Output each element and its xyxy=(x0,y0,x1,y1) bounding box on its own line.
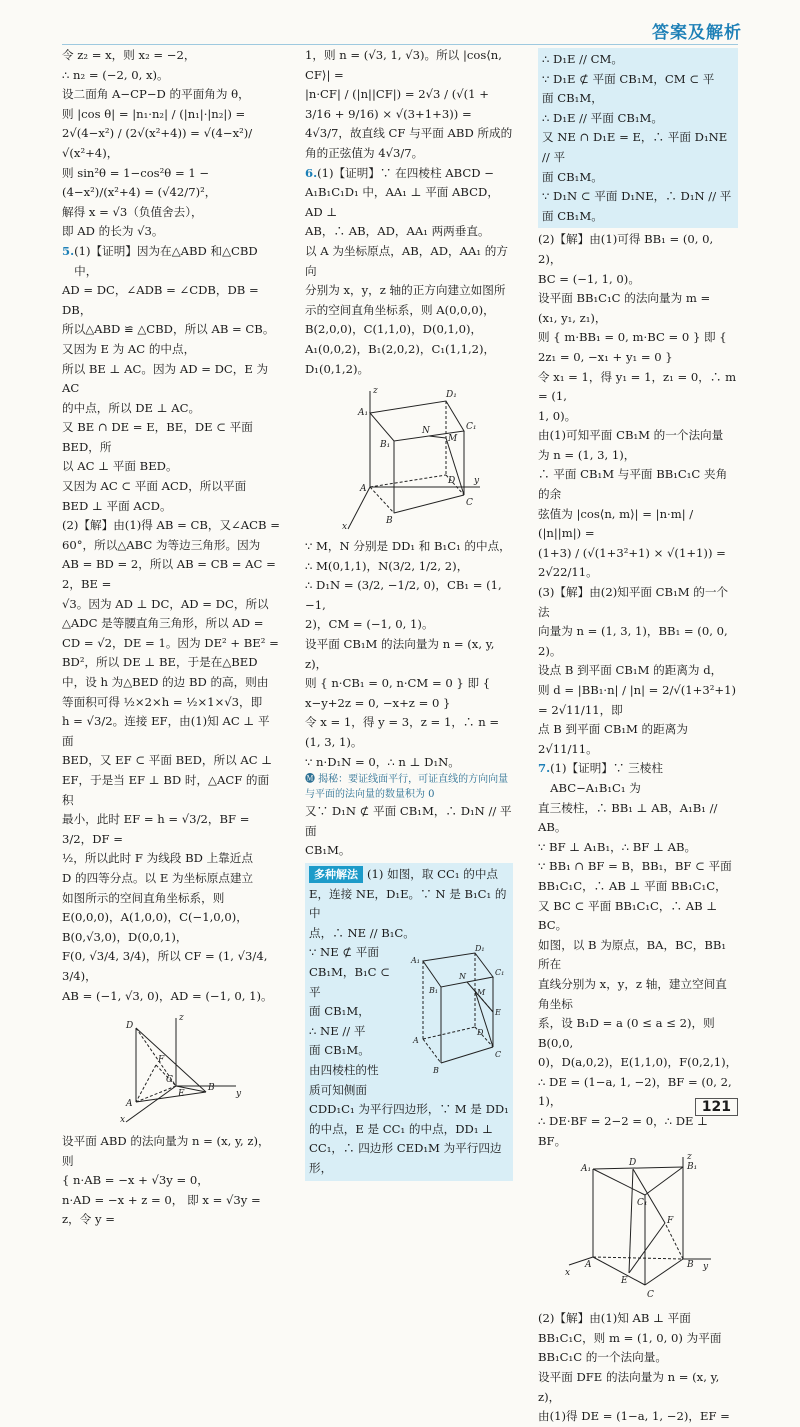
text-line: EF，于是当 EF ⊥ BD 时，△ACF 的面积 xyxy=(62,772,270,807)
figure-label: F xyxy=(158,1055,165,1066)
text-line: 点 B 到平面 CB₁M 的距离为 2√11/11。 xyxy=(538,722,688,756)
figure-label: A₁ xyxy=(411,956,420,966)
figure-label: C xyxy=(466,498,473,509)
text-line: ∴ NE // 平 xyxy=(309,1023,366,1038)
text-line: E，连接 NE，D₁E。∵ N 是 B₁C₁ 的中 xyxy=(309,886,507,921)
text-line: BB₁C₁C 的一个法向量。 xyxy=(538,1350,667,1365)
text-line: 面 CB₁M， xyxy=(309,1004,370,1019)
figure-label: A₁ xyxy=(581,1164,592,1175)
text-line: h = √3/2。连接 EF，由(1)知 AC ⊥ 平面 xyxy=(62,714,270,748)
text-line: BB₁C₁C，则 m = (1, 0, 0) 为平面 xyxy=(538,1330,722,1345)
text-line: n·AD = −x + z = 0， 即 x = √3y = z，令 y = xyxy=(62,1192,261,1227)
text-line: B(0,√3,0)，D(0,0,1)， xyxy=(62,929,188,944)
text-line: 则 |cos θ| = |n₁·n₂| / (|n₁|·|n₂|) = xyxy=(62,106,246,121)
column-1 xyxy=(62,46,280,1227)
text-line: ∴ n₂ = (−2, 0, x)。 xyxy=(62,67,169,82)
figure-label: M xyxy=(477,988,486,998)
text-line: 所以△ABD ≌ △CBD，所以 AB = CB。 xyxy=(62,322,275,337)
figure-label: z xyxy=(179,1013,184,1024)
text-line: AB = (−1, √3, 0)，AD = (−1, 0, 1)。 xyxy=(62,988,273,1003)
figure-label: A₁ xyxy=(358,408,369,419)
page-header-title: 答案及解析 xyxy=(652,23,742,43)
text-line: 分别为 x，y，z 轴的正方向建立如图所 xyxy=(305,283,506,298)
figure-prism-coordinates xyxy=(334,383,484,533)
figure-label: C₁ xyxy=(495,968,505,978)
text-line: ∵ M，N 分别是 DD₁ 和 B₁C₁ 的中点， xyxy=(305,539,511,554)
text-line: (x₁, y₁, z₁)， xyxy=(538,310,607,325)
figure-label: M xyxy=(448,434,458,445)
text-line: 由(1)可知平面 CB₁M 的一个法向量 xyxy=(538,428,724,443)
question-number: 7. xyxy=(538,761,551,776)
text-line: 又 NE ∩ D₁E = E，∴ 平面 D₁NE // 平 xyxy=(542,130,728,164)
text-line: 的中点，E 是 CC₁ 的中点，DD₁ ⊥ xyxy=(309,1121,494,1136)
figure-label: E xyxy=(495,1008,501,1018)
text-line: △ADC 是等腰直角三角形，所以 AD = xyxy=(62,616,264,631)
text-line: CB₁M，B₁C ⊂ 平 xyxy=(309,964,390,999)
text-line: ∴ DE = (1−a, 1, −2)，BF = (0, 2, 1)， xyxy=(538,1074,732,1109)
text-line: CC₁，∴ 四边形 CED₁M 为平行四边形， xyxy=(309,1141,502,1175)
text-line: 则 d = |BB₁·n| / |n| = 2/√(1+3²+1) = 2√11/11，即 xyxy=(538,683,736,717)
text-line: 又因为 E 为 AC 的中点， xyxy=(62,341,196,356)
text-line: ½，所以此时 F 为线段 BD 上靠近点 xyxy=(62,851,253,866)
text-line: 角的正弦值为 4√3/7。 xyxy=(305,145,424,160)
figure-label: B₁ xyxy=(380,440,391,451)
question-5 xyxy=(62,242,280,281)
text-line: 如图，以 B 为原点，BA，BC，BB₁ 所在 xyxy=(538,937,727,972)
header-divider xyxy=(62,44,738,45)
figure-label: D₁ xyxy=(475,944,485,954)
text-line: 示的空间直角坐标系，则 A(0,0,0)， xyxy=(305,302,495,317)
question-number: 6. xyxy=(305,165,318,180)
text-line: ∵ BB₁ ∩ BF = B，BB₁，BF ⊂ 平面 xyxy=(538,859,732,874)
text-line: (1)【证明】∵ 在四棱柱 ABCD − xyxy=(317,165,494,180)
text-line: (1) 如图，取 CC₁ 的中点 xyxy=(367,867,499,881)
text-line: 设平面 DFE 的法向量为 n = (x, y, z)， xyxy=(538,1370,720,1404)
text-line: BD²，所以 DE ⊥ BE，于是在△BED xyxy=(62,655,258,670)
figure-triangular-prism xyxy=(563,1152,713,1305)
text-line: ∵ D₁N ⊂ 平面 D₁NE，∴ D₁N // 平面 CB₁M。 xyxy=(542,189,732,223)
figure-label: C₁ xyxy=(637,1198,648,1209)
tip-note: 🅜 揭秘：要证线面平行，可证直线的方向向量与平面的法向量的数量积为 0 xyxy=(305,774,509,801)
figure-label: A xyxy=(360,484,367,495)
text-line: √3。因为 AD ⊥ DC，AD = DC，所以 xyxy=(62,596,269,611)
text-line: 由(1)得 DE = (1−a, 1, −2)，EF = xyxy=(538,1409,730,1424)
text-line: 以 AC ⊥ 平面 BED。 xyxy=(62,459,178,474)
figure-label: y xyxy=(236,1089,242,1100)
text-line: 则 { m·BB₁ = 0, m·BC = 0 } 即 { 2z₁ = 0, −x₁ + y₁ = 0 } xyxy=(538,330,727,364)
figure-label: N xyxy=(422,426,430,437)
text-line: 2)，CM = (−1, 0, 1)。 xyxy=(305,617,434,632)
text-line: (1)【证明】∵ 三棱柱 ABC−A₁B₁C₁ 为 xyxy=(550,761,663,795)
figure-tetrahedron xyxy=(96,1010,246,1128)
text-line: BB₁C₁C，∴ AB ⊥ 平面 BB₁C₁C， xyxy=(538,878,727,893)
multi-solution-heading xyxy=(309,865,509,885)
multi-solution-box xyxy=(305,863,513,1181)
figure-label: x xyxy=(342,522,348,533)
text-line: (2)【解】由(1)可得 BB₁ = (0, 0, 2)， xyxy=(538,232,714,266)
text-line: 面 CB₁M。 xyxy=(542,169,603,184)
column-2 xyxy=(305,46,513,1175)
figure-label: E xyxy=(178,1089,185,1100)
text-line: 系，设 B₁D = a (0 ≤ a ≤ 2)，则 B(0,0, xyxy=(538,1016,715,1050)
text-line: (1+3) / (√(1+3²+1) × √(1+1)) = 2√22/11。 xyxy=(538,545,726,580)
page-number: 121 xyxy=(695,1098,738,1116)
text-line: 由四棱柱的性 xyxy=(309,1062,379,1077)
question-6 xyxy=(305,164,513,184)
text-line: (2)【解】由(1)知 AB ⊥ 平面 xyxy=(538,1311,691,1326)
figure-label: B xyxy=(208,1083,215,1094)
text-line: B(2,0,0)，C(1,1,0)，D(0,1,0)， xyxy=(305,322,483,337)
text-line: 质可知侧面 xyxy=(309,1082,367,1097)
text-line: 0)，D(a,0,2)，E(1,1,0)，F(0,2,1)， xyxy=(538,1055,738,1070)
figure-label: E xyxy=(621,1276,628,1287)
question-7 xyxy=(538,759,738,798)
text-line: ∴ D₁E // CM。 xyxy=(542,52,623,66)
figure-label: F xyxy=(667,1216,674,1227)
text-line: BC = (−1, 1, 0)。 xyxy=(538,271,640,286)
text-line: 点，∴ NE // B₁C。 xyxy=(309,925,415,940)
text-line: (3)【解】由(2)知平面 CB₁M 的一个法 xyxy=(538,585,729,619)
text-line: ∵ n·D₁N = 0，∴ n ⊥ D₁N。 xyxy=(305,754,460,769)
text-line: 4√3/7，故直线 CF 与平面 ABD 所成的 xyxy=(305,126,513,141)
text-line: 又 BC ⊂ 平面 BB₁C₁C，∴ AB ⊥ BC。 xyxy=(538,898,718,933)
text-line: { n·AB = −x + √3y = 0， xyxy=(62,1173,209,1188)
text-line: AB，∴ AB，AD，AA₁ 两两垂直。 xyxy=(305,224,490,239)
text-line: A₁(0,0,2)，B₁(2,0,2)，C₁(1,1,2)， xyxy=(305,341,496,356)
text-line: 以 A 为坐标原点，AB，AD，AA₁ 的方向 xyxy=(305,243,508,278)
figure-label: B₁ xyxy=(687,1162,698,1173)
figure-label: B xyxy=(433,1066,439,1076)
text-line: 又 BE ∩ DE = E，BE，DE ⊂ 平面 BED，所 xyxy=(62,420,253,454)
text-line: 解得 x = √3（负值舍去）， xyxy=(62,204,203,219)
multi-solution-tag: 多种解法 xyxy=(309,866,363,883)
text-line: CDD₁C₁ 为平行四边形，∵ M 是 DD₁ xyxy=(309,1102,509,1117)
text-line: 为 n = (1, 3, 1)， xyxy=(538,447,636,462)
text-line: 向量为 n = (1, 3, 1)，BB₁ = (0, 0, 2)。 xyxy=(538,624,728,658)
text-line: 如图所示的空间直角坐标系，则 xyxy=(62,890,225,905)
text-line: 所以 BE ⊥ AC。因为 AD = DC，E 为 AC xyxy=(62,361,269,396)
text-line: 的中点，所以 DE ⊥ AC。 xyxy=(62,400,201,415)
figure-label: C₁ xyxy=(466,422,477,433)
text-line: AB = BD = 2，所以 AB = CB = AC = 2，BE = xyxy=(62,557,276,592)
figure-label: D₁ xyxy=(446,390,457,401)
text-line: 60°，所以△ABC 为等边三角形。因为 xyxy=(62,537,261,552)
text-line: 则 { n·CB₁ = 0, n·CM = 0 } 即 { x−y+2z = 0, −x+z = 0 } xyxy=(305,676,491,710)
text-line: ∴ DE·BF = 2−2 = 0，∴ DE ⊥ BF。 xyxy=(538,1114,709,1148)
figure-label: C xyxy=(647,1290,654,1301)
figure-label: B xyxy=(386,516,393,527)
text-line: ∴ D₁E // 平面 CB₁M。 xyxy=(542,110,664,125)
text-line: AD = DC，∠ADB = ∠CDB，DB = DB， xyxy=(62,283,259,317)
figure-prism-alt xyxy=(401,943,507,1079)
text-line: A₁B₁C₁D₁ 中，AA₁ ⊥ 平面 ABCD，AD ⊥ xyxy=(305,185,499,219)
text-line: ∴ D₁N = (3/2, −1/2, 0)，CB₁ = (1, −1, xyxy=(305,578,502,612)
multi-solution-continued xyxy=(538,48,738,228)
figure-label: D xyxy=(477,1028,484,1038)
text-line: ∴ 平面 CB₁M 与平面 BB₁C₁C 夹角的余 xyxy=(538,467,728,502)
text-line: BED，又 EF ⊂ 平面 BED，所以 AC ⊥ xyxy=(62,753,273,768)
text-line: 中，设 h 为△BED 的边 BD 的高，则由 xyxy=(62,675,269,689)
text-line: 弦值为 |cos⟨n, m⟩| = |n·m| / (|n||m|) = xyxy=(538,506,694,541)
figure-label: y xyxy=(474,476,480,487)
text-line: 1，则 n = (√3, 1, √3)。所以 |cos⟨n, CF⟩| = xyxy=(305,48,502,82)
text-line: |n·CF| / (|n||CF|) = 2√3 / (√(1 + 3/16 + 9/16) × √(3+1+3)) = xyxy=(305,87,489,121)
text-line: 设二面角 A−CP−D 的平面角为 θ， xyxy=(62,87,250,102)
text-line: CD = √2，DE = 1。因为 DE² + BE² = xyxy=(62,635,279,650)
text-line: E(0,0,0)，A(1,0,0)，C(−1,0,0)， xyxy=(62,910,248,925)
text-line: 2√(4−x²) / (2√(x²+4)) = √(4−x²)/√(x²+4)， xyxy=(62,126,253,160)
text-line: 设平面 ABD 的法向量为 n = (x, y, z)，则 xyxy=(62,1134,270,1168)
text-line: (2)【解】由(1)得 AB = CB，又∠ACB = xyxy=(62,518,280,533)
text-line: 直三棱柱，∴ BB₁ ⊥ AB，A₁B₁ // AB。 xyxy=(538,800,718,835)
text-line: BED ⊥ 平面 ACD。 xyxy=(62,498,172,513)
text-line: 令 z₂ = x，则 x₂ = −2， xyxy=(62,48,196,62)
text-line: 则 sin²θ = 1−cos²θ = 1 − (4−x²)/(x²+4) = (√42/7)²， xyxy=(62,165,217,200)
text-line: 直线分别为 x，y，z 轴，建立空间直角坐标 xyxy=(538,976,727,1011)
text-line: ∵ D₁E ⊄ 平面 CB₁M，CM ⊂ 平 xyxy=(542,71,715,86)
text-line: 又因为 AC ⊂ 平面 ACD，所以平面 xyxy=(62,479,247,494)
text-line: 令 x₁ = 1，得 y₁ = 1，z₁ = 0，∴ m = (1, xyxy=(538,369,737,404)
text-line: 令 x = 1，得 y = 3，z = 1，∴ n = (1, 3, 1)。 xyxy=(305,715,500,750)
column-3 xyxy=(538,46,738,1424)
figure-label: B xyxy=(687,1260,694,1271)
text-line: 设平面 BB₁C₁C 的法向量为 m = xyxy=(538,291,711,306)
text-line: 设平面 CB₁M 的法向量为 n = (x, y, z)， xyxy=(305,637,495,671)
figure-label: D xyxy=(629,1158,637,1169)
figure-label: D xyxy=(448,476,456,487)
figure-label: A xyxy=(585,1260,592,1271)
figure-label: z xyxy=(373,386,378,397)
figure-label: x xyxy=(565,1268,571,1279)
text-line: 等面积可得 ½×2×h = ½×1×√3，即 xyxy=(62,694,263,709)
figure-label: C xyxy=(495,1050,502,1060)
question-number: 5. xyxy=(62,243,75,258)
text-line: 设点 B 到平面 CB₁M 的距离为 d， xyxy=(538,663,723,678)
text-line: CB₁M。 xyxy=(305,843,351,858)
figure-label: D xyxy=(126,1021,134,1032)
text-line: 即 AD 的长为 √3。 xyxy=(62,224,164,239)
text-line: F(0, √3/4, 3/4)，所以 CF = (1, √3/4, 3/4)， xyxy=(62,949,268,983)
text-line: 最小，此时 EF = h = √3/2，BF = 3/2，DF = xyxy=(62,812,250,846)
figure-label: A xyxy=(126,1099,133,1110)
figure-label: C xyxy=(166,1075,173,1086)
figure-label: z xyxy=(687,1152,692,1163)
text-line: ∵ NE ⊄ 平面 xyxy=(309,945,379,960)
text-line: 又∵ D₁N ⊄ 平面 CB₁M，∴ D₁N // 平面 xyxy=(305,804,512,838)
figure-label: A xyxy=(413,1036,419,1046)
figure-label: x xyxy=(120,1115,126,1126)
text-line: 面 CB₁M。 xyxy=(309,1043,370,1058)
text-line: D₁(0,1,2)。 xyxy=(305,361,370,376)
figure-label: y xyxy=(703,1262,709,1273)
figure-label: N xyxy=(459,972,466,982)
text-line: D 的四等分点。以 E 为坐标原点建立 xyxy=(62,870,254,885)
text-line: 面 CB₁M， xyxy=(542,91,603,106)
text-line: ∵ BF ⊥ A₁B₁，∴ BF ⊥ AB。 xyxy=(538,839,697,854)
text-line: ∴ M(0,1,1)，N(3/2, 1/2, 2)， xyxy=(305,558,469,573)
figure-label: B₁ xyxy=(429,986,439,996)
text-line: 1, 0)。 xyxy=(538,408,577,423)
text-line: (1)【证明】因为在△ABD 和△CBD 中， xyxy=(74,243,258,278)
